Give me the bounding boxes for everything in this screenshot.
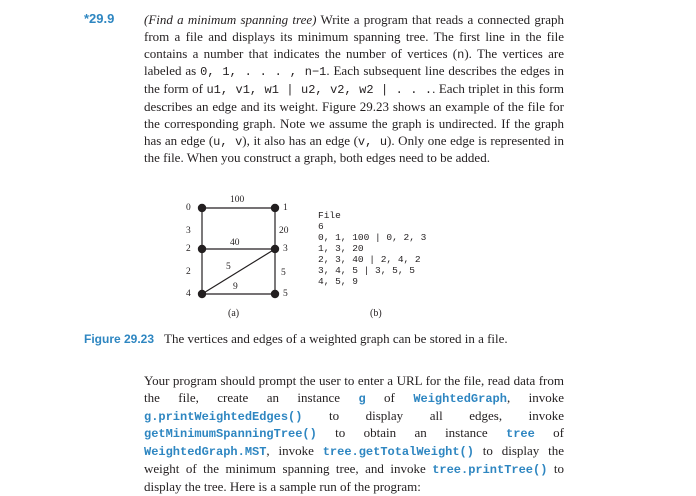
edge-weight: 5 [281, 268, 286, 278]
exercise-text: (Find a minimum spanning tree) Write a program that reads a connected graph from a file and displays its minimum spanning tree. The first line in the file contains a number that indicates the number of vertices (n). The vertices are labeled as 0, 1, . . . , n−1. Each subsequent line describes the edges in the form of u1, v1, w1 | u2, v2, w2 | . . .. Each triplet in this form describes an edge and its weight. Figure 29.23 shows an example of the file for the corresponding graph. Note we assume the graph is undirected. If the graph has an edge (u, v), it also has an edge (v, u). Only one edge is represented in the file. When you construct a graph, both edges need to be added. [144, 12, 564, 166]
edge-weight: 2 [186, 267, 191, 277]
vertex-label: 2 [186, 244, 191, 254]
file-line: 2, 3, 40 | 2, 4, 2 [318, 254, 421, 265]
file-line: 6 [318, 221, 324, 232]
edge-weight: 40 [230, 238, 240, 248]
vertex-label: 5 [283, 289, 288, 299]
figure-label: Figure 29.23 [84, 332, 155, 346]
vertex-label: 1 [283, 203, 288, 213]
vertex-label: 4 [186, 289, 191, 299]
vertex-4 [198, 290, 206, 298]
edge-weight: 3 [186, 226, 191, 236]
edge-weight: 9 [233, 282, 238, 292]
edge-weight: 20 [279, 226, 289, 236]
vertex-label: 3 [283, 244, 288, 254]
file-line: 4, 5, 9 [318, 276, 358, 287]
file-line: File [318, 210, 341, 221]
edge-3-4 [202, 249, 275, 294]
file-line: 3, 4, 5 | 3, 5, 5 [318, 265, 415, 276]
vertex-3 [271, 245, 279, 253]
file-line: 1, 3, 20 [318, 243, 364, 254]
prompt-text: Your program should prompt the user to enter a URL for the file, read data from the file, create an instance g of WeightedGraph, invoke g.printWeightedEdges() to display all edges, invoke getMinimumSpanningTree() to obtain an instance tree of WeightedGraph.MST, invoke tree.getTotalWeight() to display the weight of the minimum spanning tree, and invoke tree.printTree() to display the tree. Here is a sample run of the program: [144, 373, 564, 494]
exercise-title: (Find a minimum spanning tree) [144, 12, 317, 27]
figure-caption [84, 331, 508, 347]
edge-weight: 5 [226, 262, 231, 272]
vertex-0 [198, 204, 206, 212]
subfigure-label-b: (b) [370, 308, 382, 319]
vertex-label: 0 [186, 203, 191, 213]
edge-weight: 100 [230, 195, 245, 205]
subfigure-label-a: (a) [228, 308, 240, 319]
vertex-5 [271, 290, 279, 298]
graph-svg [175, 190, 315, 315]
exercise-number: *29.9 [84, 11, 115, 26]
vertex-1 [271, 204, 279, 212]
file-line: 0, 1, 100 | 0, 2, 3 [318, 232, 427, 243]
vertex-2 [198, 245, 206, 253]
file-listing [318, 210, 426, 287]
graph-figure [175, 190, 315, 315]
figure-caption-text: The vertices and edges of a weighted graph can be stored in a file. [164, 331, 508, 346]
